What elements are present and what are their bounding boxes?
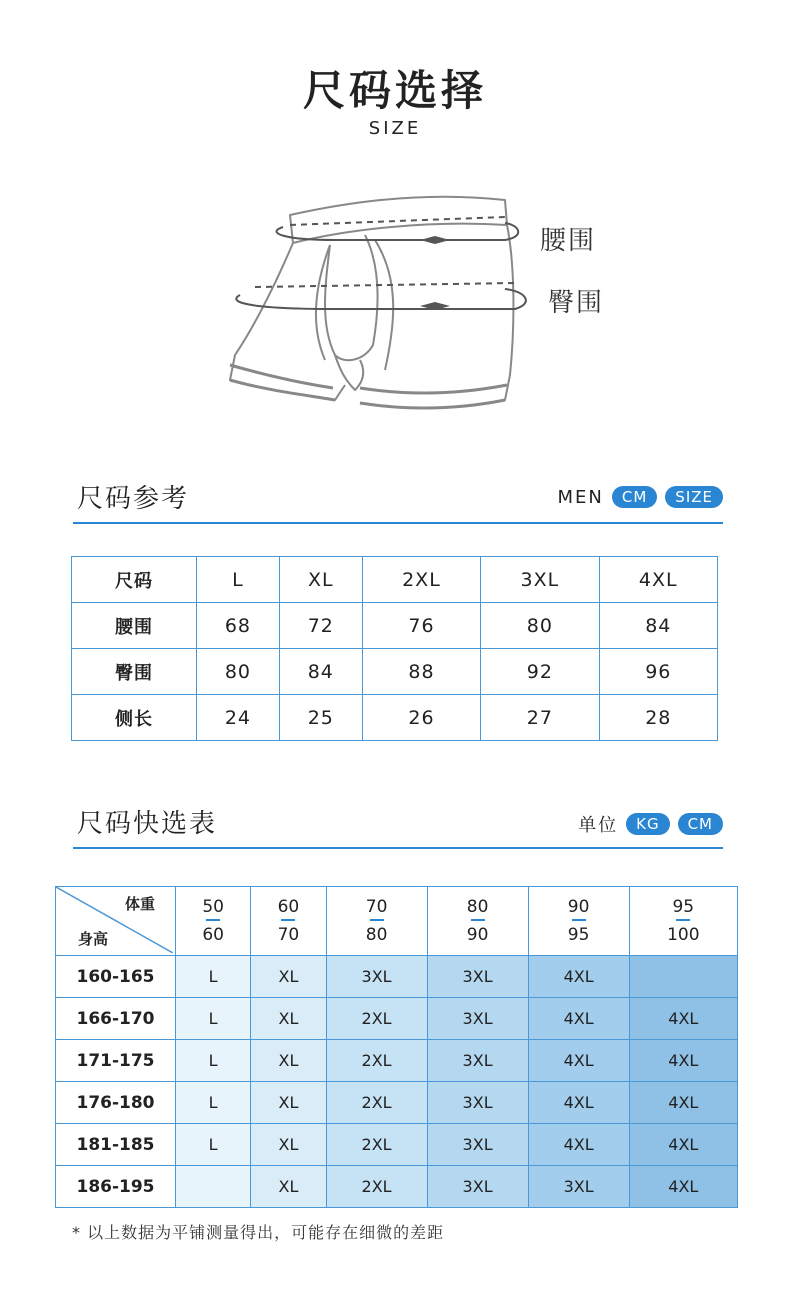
size-cell: 2XL (326, 1082, 427, 1124)
table-cell: 80 (481, 603, 599, 649)
size-cell: 2XL (326, 1124, 427, 1166)
men-label: MEN (557, 486, 604, 508)
table-cell: 80 (197, 649, 280, 695)
size-cell (176, 1166, 251, 1208)
table-cell: 4XL (599, 557, 717, 603)
size-cell: 4XL (629, 1124, 737, 1166)
size-cell: 3XL (427, 1082, 528, 1124)
unit-label: 单位 (578, 815, 619, 836)
size-cell: 4XL (528, 956, 629, 998)
weight-min: 70 (365, 897, 388, 917)
weight-column-header (326, 887, 427, 956)
weight-column-header (528, 887, 629, 956)
size-cell: 3XL (427, 956, 528, 998)
table-row (56, 998, 738, 1040)
height-range: 176-180 (56, 1082, 176, 1124)
weight-max: 95 (567, 925, 590, 945)
cm-badge: CM (612, 486, 657, 508)
size-cell: 4XL (629, 1040, 737, 1082)
table-row (56, 1124, 738, 1166)
table-cell: 92 (481, 649, 599, 695)
size-cell: 4XL (528, 998, 629, 1040)
size-cell: 4XL (528, 1082, 629, 1124)
row-label: 臀围 (72, 649, 197, 695)
waist-label: 腰围 (540, 226, 597, 256)
weight-max: 60 (202, 925, 224, 945)
height-range: 171-175 (56, 1040, 176, 1082)
weight-column-header (629, 887, 737, 956)
size-cell: XL (251, 1166, 326, 1208)
header-row (56, 887, 738, 956)
size-cell: L (176, 998, 251, 1040)
table-cell: L (197, 557, 280, 603)
height-label: 身高 (78, 930, 109, 948)
page-title: 尺码选择 (302, 66, 487, 115)
size-cell: 3XL (427, 1166, 528, 1208)
table-cell: 88 (362, 649, 480, 695)
size-cell: 3XL (427, 1040, 528, 1082)
table-cell: 2XL (362, 557, 480, 603)
height-range: 160-165 (56, 956, 176, 998)
kg-badge: KG (626, 813, 669, 835)
size-cell: XL (251, 956, 326, 998)
table-row (56, 956, 738, 998)
cm-badge: CM (678, 813, 723, 835)
table-cell: 25 (279, 695, 362, 741)
size-cell: XL (251, 998, 326, 1040)
size-cell: 3XL (528, 1166, 629, 1208)
reference-title: 尺码参考 (77, 484, 190, 514)
size-cell: 3XL (427, 1124, 528, 1166)
table-cell: 24 (197, 695, 280, 741)
row-label: 腰围 (72, 603, 197, 649)
size-cell (629, 956, 737, 998)
row-label: 侧长 (72, 695, 197, 741)
size-cell: 2XL (326, 998, 427, 1040)
table-cell: 27 (481, 695, 599, 741)
diagonal-line (56, 887, 173, 953)
size-cell: XL (251, 1082, 326, 1124)
weight-max: 80 (365, 925, 388, 945)
weight-min: 95 (672, 897, 695, 917)
corner-cell (56, 887, 176, 956)
table-cell: 84 (599, 603, 717, 649)
table-cell: 96 (599, 649, 717, 695)
table-row (56, 1040, 738, 1082)
weight-min: 80 (466, 897, 489, 917)
weight-max: 70 (277, 925, 300, 945)
table-row (72, 557, 718, 603)
size-cell: 3XL (326, 956, 427, 998)
boxer-diagram (215, 185, 535, 415)
reference-section-header (73, 478, 723, 524)
size-cell: L (176, 1124, 251, 1166)
quick-title: 尺码快选表 (77, 809, 218, 839)
height-range: 181-185 (56, 1124, 176, 1166)
size-cell: 2XL (326, 1040, 427, 1082)
table-row (72, 695, 718, 741)
table-cell: 26 (362, 695, 480, 741)
page-subtitle: SIZE (368, 118, 422, 139)
height-range: 166-170 (56, 998, 176, 1040)
size-reference-table (71, 556, 718, 741)
table-cell: 3XL (481, 557, 599, 603)
divider (471, 919, 485, 921)
weight-max: 90 (466, 925, 489, 945)
table-cell: 72 (279, 603, 362, 649)
footnote: * 以上数据为平铺测量得出，可能存在细微的差距 (72, 1223, 445, 1242)
weight-column-header (176, 887, 251, 956)
weight-column-header (427, 887, 528, 956)
weight-min: 90 (567, 897, 590, 917)
quick-section-header (73, 803, 723, 849)
size-cell: 4XL (629, 998, 737, 1040)
divider (206, 919, 220, 921)
size-quick-table (55, 886, 738, 1208)
size-cell: L (176, 956, 251, 998)
divider (370, 919, 384, 921)
divider (572, 919, 586, 921)
size-cell: 4XL (629, 1166, 737, 1208)
size-cell: XL (251, 1124, 326, 1166)
table-cell: 68 (197, 603, 280, 649)
size-cell: 2XL (326, 1166, 427, 1208)
size-cell: XL (251, 1040, 326, 1082)
table-cell: 76 (362, 603, 480, 649)
hip-label: 臀围 (548, 288, 605, 318)
quick-units (578, 811, 723, 837)
row-label: 尺码 (72, 557, 197, 603)
weight-label: 体重 (124, 895, 155, 913)
weight-column-header (251, 887, 326, 956)
table-row (56, 1166, 738, 1208)
size-cell: 4XL (528, 1124, 629, 1166)
table-cell: 28 (599, 695, 717, 741)
size-badge: SIZE (665, 486, 723, 508)
table-row (72, 603, 718, 649)
table-cell: 84 (279, 649, 362, 695)
weight-min: 60 (277, 897, 300, 917)
reference-units (558, 486, 724, 508)
size-cell: L (176, 1040, 251, 1082)
size-cell: 4XL (528, 1040, 629, 1082)
height-range: 186-195 (56, 1166, 176, 1208)
table-row (72, 649, 718, 695)
table-row (56, 1082, 738, 1124)
size-cell: 3XL (427, 998, 528, 1040)
size-cell: 4XL (629, 1082, 737, 1124)
table-cell: XL (279, 557, 362, 603)
divider (281, 919, 295, 921)
weight-min: 50 (202, 897, 224, 917)
size-cell: L (176, 1082, 251, 1124)
divider (676, 919, 690, 921)
weight-max: 100 (667, 925, 700, 945)
